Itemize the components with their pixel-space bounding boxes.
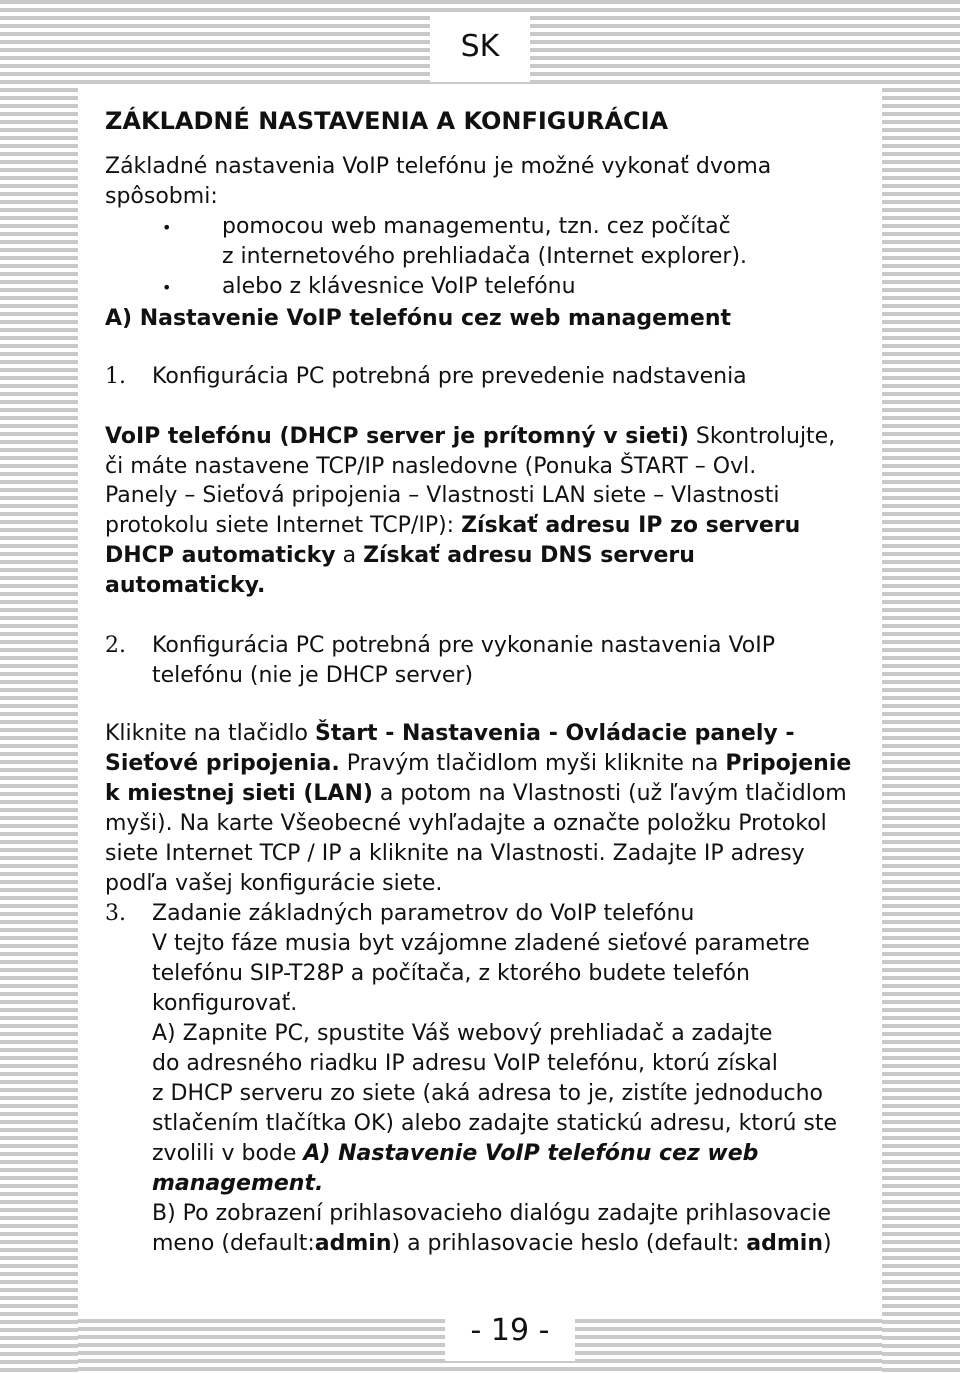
text-span: meno (default: [152, 1231, 315, 1256]
text-span: Pravým tlačidlom myši kliknite na [339, 751, 726, 776]
text-span: a [335, 543, 364, 568]
step-3-line-7: z DHCP serveru zo siete (aká adresa to je, zistíte jednoducho [152, 1081, 824, 1106]
intro-line-2: spôsobmi: [105, 184, 218, 209]
step-2-number: 2. [105, 633, 126, 658]
step-2-para-line-2 [105, 749, 851, 779]
bold-italic-span: A) Nastavenie VoIP telefónu cez web [303, 1141, 759, 1166]
step-1-para-line-2: či máte nastavene TCP/IP nasledovne (Ponuka ŠTART – Ovl. [105, 454, 757, 479]
bullet-1-line-1: pomocou web managementu, tzn. cez počítač [222, 214, 731, 239]
bold-span: Pripojenie [725, 751, 852, 776]
intro-line-1: Základné nastavenia VoIP telefónu je možné vykonať dvoma [105, 154, 772, 179]
step-1-number: 1. [105, 364, 126, 389]
step-3-number: 3. [105, 901, 126, 926]
bullet-2: alebo z klávesnice VoIP telefónu [222, 274, 576, 299]
bold-span: Štart - Nastavenia - Ovládacie panely - [314, 721, 795, 746]
step-1-para-line-4 [105, 511, 800, 541]
bold-span: Získať adresu IP zo serveru [461, 513, 801, 538]
step-2-heading-line-2: telefónu (nie je DHCP server) [152, 663, 474, 688]
text-span: protokolu siete Internet TCP/IP): [105, 513, 462, 538]
default-username: admin [314, 1231, 392, 1256]
bold-span: Získať adresu DNS serveru [363, 543, 695, 568]
step-2-para-line-5: siete Internet TCP / IP a kliknite na Vlastnosti. Zadajte IP adresy [105, 841, 805, 866]
step-3-line-9 [152, 1139, 758, 1169]
text-span: Skontrolujte, [688, 424, 836, 449]
left-margin-stripes [0, 0, 78, 1373]
bullet-icon: • [162, 278, 172, 297]
page-title: ZÁKLADNÉ NASTAVENIA A KONFIGURÁCIA [105, 107, 669, 135]
step-2-para-line-4: myši). Na karte Všeobecné vyhľadajte a označte položku Protokol [105, 811, 827, 836]
dhcp-present-bold: VoIP telefónu (DHCP server je prítomný v sieti) [105, 424, 689, 449]
page-number: - 19 - [445, 1301, 575, 1361]
step-3-heading: Zadanie základných parametrov do VoIP telefónu [152, 901, 695, 926]
language-label: SK [430, 12, 530, 82]
bold-span: DHCP automaticky [105, 543, 336, 568]
step-1-para-line-5 [105, 541, 695, 571]
step-2-para-line-1 [105, 719, 795, 749]
step-2-para-line-6: podľa vašej konfigurácie siete. [105, 871, 443, 896]
step-3-line-10: management. [152, 1171, 324, 1196]
text-span: ) [823, 1231, 832, 1256]
step-2-heading-line-1: Konfigurácia PC potrebná pre vykonanie nastavenia VoIP [152, 633, 776, 658]
section-a-heading: A) Nastavenie VoIP telefónu cez web management [105, 306, 732, 331]
text-span: zvolili v bode [152, 1141, 304, 1166]
step-1-para-line-6: automaticky. [105, 573, 266, 598]
right-margin-stripes [882, 0, 960, 1373]
default-password: admin [746, 1231, 824, 1256]
step-1-heading: Konfigurácia PC potrebná pre prevedenie nadstavenia [152, 364, 747, 389]
step-3-line-6: do adresného riadku IP adresu VoIP telefónu, ktorú získal [152, 1051, 778, 1076]
step-3-line-3: telefónu SIP-T28P a počítača, z ktorého budete telefón [152, 961, 750, 986]
step-1-para-line-3: Panely – Sieťová pripojenia – Vlastnosti LAN siete – Vlastnosti [105, 483, 780, 508]
bold-span: Sieťové pripojenia. [105, 751, 340, 776]
step-3-line-4: konfigurovať. [152, 991, 298, 1016]
bullet-icon: • [162, 218, 172, 237]
text-span: ) a prihlasovacie heslo (default: [391, 1231, 747, 1256]
step-3-line-5: A) Zapnite PC, spustite Váš webový prehliadač a zadajte [152, 1021, 773, 1046]
step-2-para-line-3 [105, 779, 847, 809]
step-1-para-line-1 [105, 422, 835, 452]
step-3-line-11: B) Po zobrazení prihlasovacieho dialógu zadajte prihlasovacie [152, 1201, 832, 1226]
step-3-line-8: stlačením tlačítka OK) alebo zadajte statickú adresu, ktorú ste [152, 1111, 838, 1136]
bullet-1-line-2: z internetového prehliadača (Internet explorer). [222, 244, 748, 269]
step-3-line-2: V tejto fáze musia byt vzájomne zladené sieťové parametre [152, 931, 810, 956]
text-span: a potom na Vlastnosti (už ľavým tlačidlom [372, 781, 847, 806]
bold-span: k miestnej sieti (LAN) [105, 781, 373, 806]
text-span: Kliknite na tlačidlo [105, 721, 315, 746]
step-3-line-12 [152, 1229, 832, 1259]
